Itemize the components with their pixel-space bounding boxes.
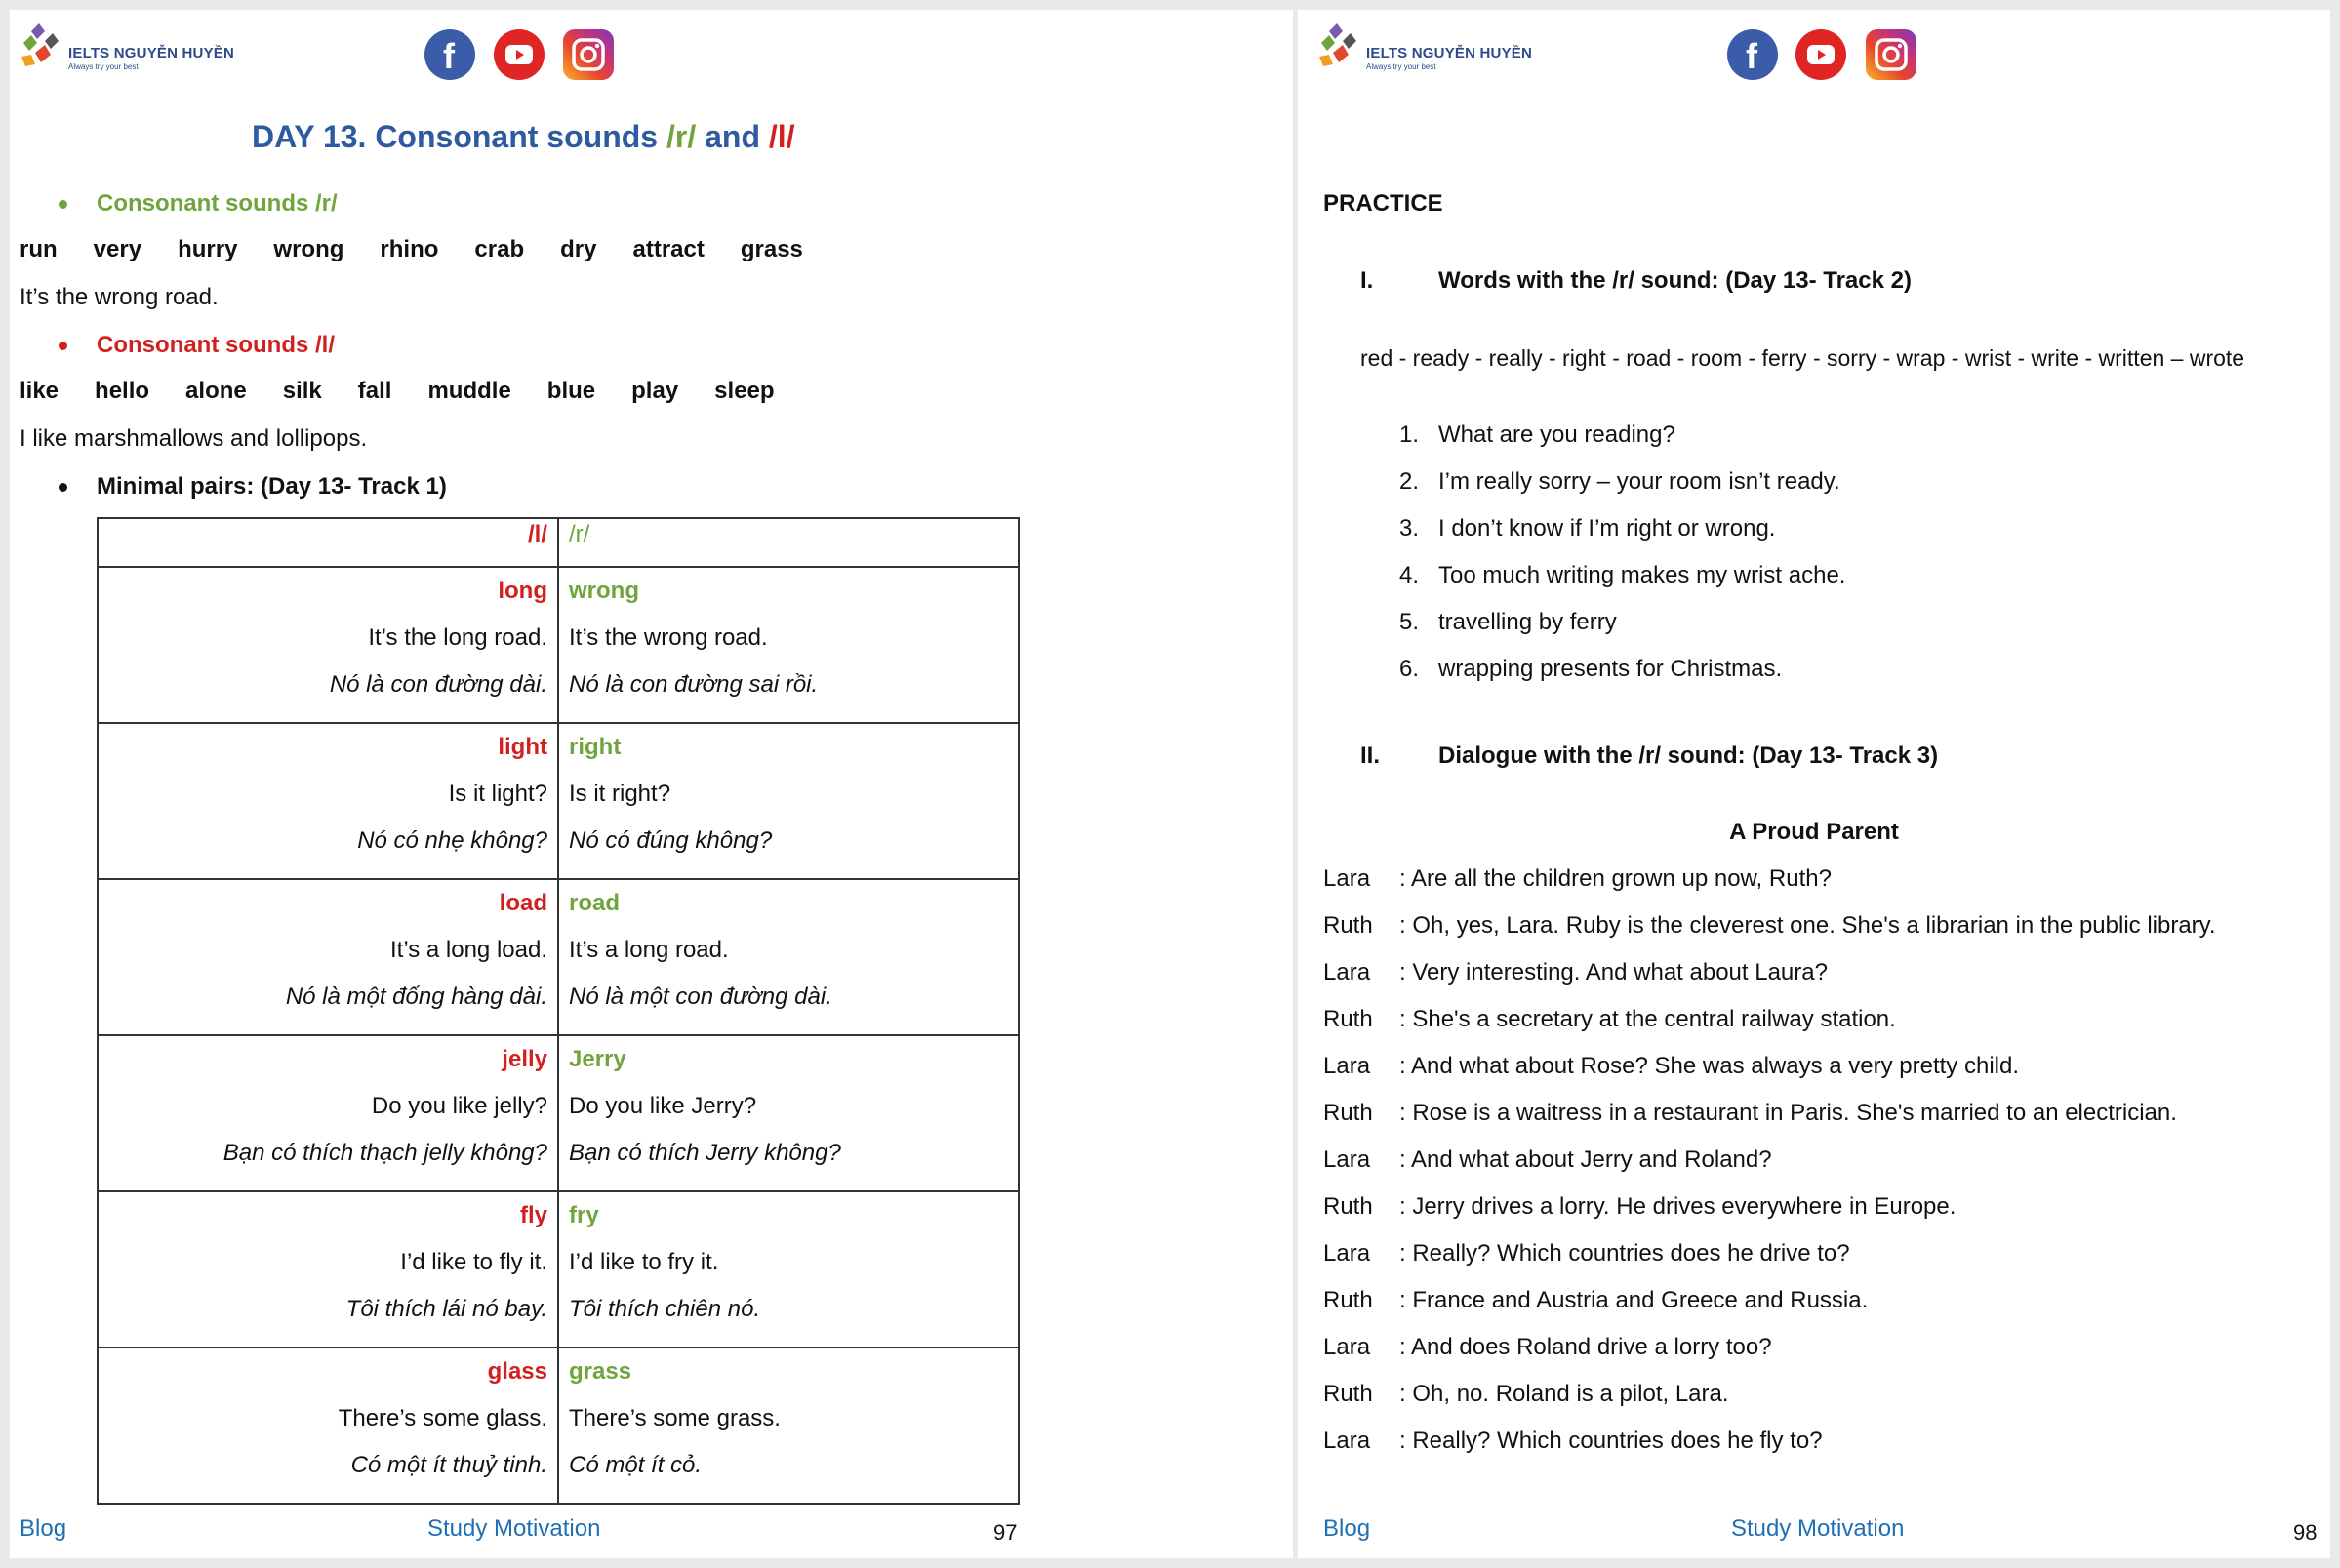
l-translation: Nó là con đường dài. <box>329 671 547 698</box>
speaker: Ruth <box>1323 1193 1373 1220</box>
speaker: Ruth <box>1323 1006 1373 1032</box>
minimal-pairs-table <box>97 517 1020 1505</box>
word: grass <box>740 236 803 262</box>
r-cell <box>558 1347 1019 1504</box>
speaker: Lara <box>1323 1240 1371 1266</box>
page-98 <box>1298 10 2330 1558</box>
list-item <box>1399 514 1845 561</box>
r-word: grass <box>569 1358 632 1385</box>
word: attract <box>632 236 705 262</box>
logo-mark-icon <box>1319 21 1364 80</box>
item-text: What are you reading? <box>1438 422 1675 448</box>
table-row <box>98 879 1019 1035</box>
word: alone <box>185 378 247 404</box>
l-sentence: Do you like jelly? <box>371 1093 547 1119</box>
line-text: : Really? Which countries does he drive to? <box>1399 1240 1850 1266</box>
word: wrong <box>273 236 344 262</box>
l-sentence: There’s some glass. <box>338 1405 547 1431</box>
l-sentence: Is it light? <box>448 781 547 807</box>
l-word: fly <box>519 1202 547 1228</box>
page-97 <box>10 10 1293 1558</box>
r-cell <box>558 1191 1019 1347</box>
r-word: fry <box>569 1202 599 1228</box>
brand-logo[interactable] <box>21 16 246 76</box>
word: muddle <box>427 378 511 404</box>
r-word-list <box>20 236 839 263</box>
instagram-icon[interactable] <box>1866 29 1916 80</box>
page-number: 98 <box>2293 1520 2318 1545</box>
word: hello <box>95 378 150 404</box>
r-sentence: I’d like to fry it. <box>569 1249 719 1275</box>
list-item <box>1399 467 1845 514</box>
l-translation: Tôi thích lái nó bay. <box>345 1296 547 1322</box>
title-r: /r/ <box>666 119 697 154</box>
footer-blog-link[interactable]: Blog <box>1323 1515 1371 1542</box>
practice-heading: PRACTICE <box>1323 190 1443 217</box>
word: silk <box>282 378 322 404</box>
bullet-icon <box>59 200 67 209</box>
l-word-list <box>20 378 811 405</box>
l-sentence: I’d like to fly it. <box>400 1249 547 1275</box>
brand-name: IELTS NGUYỄN HUYỀN <box>68 45 235 61</box>
item-number: 3. <box>1399 515 1420 542</box>
r-sentence: It’s a long road. <box>569 937 729 963</box>
header-r-label: /r/ <box>569 521 590 547</box>
r-word: right <box>569 734 622 760</box>
speaker: Ruth <box>1323 1287 1373 1313</box>
speaker: Lara <box>1323 1334 1371 1360</box>
l-cell <box>98 1347 558 1504</box>
l-word: glass <box>487 1358 547 1385</box>
brand-tagline: Always try your best <box>68 62 139 71</box>
l-translation: Có một ít thuỷ tinh. <box>350 1452 547 1478</box>
r-word: Jerry <box>569 1046 626 1072</box>
word: very <box>93 236 142 262</box>
word: fall <box>357 378 392 404</box>
r-translation: Nó có đúng không? <box>569 827 773 854</box>
l-word: jelly <box>502 1046 547 1072</box>
r-sentence: Do you like Jerry? <box>569 1093 757 1119</box>
word: blue <box>546 378 596 404</box>
word: crab <box>474 236 525 262</box>
instagram-icon[interactable] <box>563 29 614 80</box>
youtube-icon[interactable] <box>1795 29 1846 80</box>
l-cell <box>98 1191 558 1347</box>
brand-tagline: Always try your best <box>1366 62 1436 71</box>
table-row <box>98 1191 1019 1347</box>
table-row <box>98 1347 1019 1504</box>
r-cell <box>558 1035 1019 1191</box>
section-2-number: II. <box>1360 743 1381 769</box>
line-text: : Are all the children grown up now, Ruth? <box>1399 865 1832 892</box>
item-number: 6. <box>1399 656 1420 682</box>
title-prefix: DAY 13. Consonant sounds <box>252 119 666 154</box>
bullet-icon <box>59 342 67 350</box>
section-2-title: Dialogue with the /r/ sound: (Day 13- Track 3) <box>1438 743 1939 769</box>
speaker: Lara <box>1323 1146 1371 1173</box>
table-header-row <box>98 518 1019 567</box>
item-number: 2. <box>1399 468 1420 495</box>
page-title <box>252 119 795 155</box>
l-word: light <box>498 734 547 760</box>
item-text: I’m really sorry – your room isn’t ready. <box>1438 468 1840 495</box>
l-word: long <box>498 578 547 604</box>
line-text: : And does Roland drive a lorry too? <box>1399 1334 1772 1360</box>
l-translation: Bạn có thích thạch jelly không? <box>222 1140 547 1166</box>
l-sounds-heading: Consonant sounds /l/ <box>97 332 335 358</box>
word: hurry <box>178 236 238 262</box>
youtube-icon[interactable] <box>494 29 545 80</box>
r-word: wrong <box>569 578 639 604</box>
line-text: : France and Austria and Greece and Russia. <box>1399 1287 1869 1313</box>
r-translation: Có một ít cỏ. <box>569 1452 703 1478</box>
r-translation: Tôi thích chiên nó. <box>569 1296 761 1322</box>
practice-sentences <box>1399 421 1846 702</box>
speaker: Lara <box>1323 959 1371 985</box>
footer-blog-link[interactable]: Blog <box>20 1515 67 1542</box>
brand-name: IELTS NGUYỄN HUYỀN <box>1366 45 1533 61</box>
r-translation: Bạn có thích Jerry không? <box>569 1140 841 1166</box>
title-l: /l/ <box>768 119 795 154</box>
line-text: : And what about Jerry and Roland? <box>1399 1146 1772 1173</box>
header-r <box>558 518 1019 567</box>
list-item <box>1399 561 1846 608</box>
header-l-label: /l/ <box>527 521 547 547</box>
line-text: : Very interesting. And what about Laura? <box>1399 959 1828 985</box>
l-cell <box>98 879 558 1035</box>
speaker: Ruth <box>1323 1100 1373 1126</box>
l-cell <box>98 723 558 879</box>
l-sentence: It’s a long load. <box>389 937 547 963</box>
line-text: : She's a secretary at the central railway station. <box>1399 1006 1896 1032</box>
word: dry <box>560 236 597 262</box>
line-text: : And what about Rose? She was always a very pretty child. <box>1399 1053 2020 1079</box>
r-cell <box>558 567 1019 723</box>
l-cell <box>98 567 558 723</box>
line-text: : Really? Which countries does he fly to? <box>1399 1427 1823 1454</box>
word: play <box>631 378 679 404</box>
word: like <box>20 378 60 404</box>
l-word: load <box>499 890 547 916</box>
header-l <box>98 518 558 567</box>
r-sentence: Is it right? <box>569 781 671 807</box>
svg-text:f: f <box>443 36 455 76</box>
speaker: Ruth <box>1323 912 1373 939</box>
facebook-icon[interactable] <box>1727 29 1778 80</box>
brand-logo[interactable] <box>1319 16 1544 76</box>
r-sounds-heading: Consonant sounds /r/ <box>97 190 338 217</box>
line-text: : Rose is a waitress in a restaurant in Paris. She's married to an electrician. <box>1399 1100 2177 1126</box>
item-text: travelling by ferry <box>1438 609 1617 635</box>
title-and: and <box>696 119 769 154</box>
bullet-icon <box>59 483 67 492</box>
item-number: 1. <box>1399 422 1420 448</box>
speaker: Ruth <box>1323 1381 1373 1407</box>
l-translation: Nó là một đống hàng dài. <box>285 984 547 1010</box>
dialogue-title: A Proud Parent <box>1729 819 1899 845</box>
list-item <box>1399 608 1845 655</box>
r-translation: Nó là một con đường dài. <box>569 984 832 1010</box>
section-1-title: Words with the /r/ sound: (Day 13- Track 2) <box>1438 267 1912 294</box>
speaker: Lara <box>1323 1053 1371 1079</box>
table-row <box>98 723 1019 879</box>
line-text: : Oh, no. Roland is a pilot, Lara. <box>1399 1381 1729 1407</box>
r-translation: Nó là con đường sai rồi. <box>569 671 819 698</box>
line-text: : Jerry drives a lorry. He drives everywhere in Europe. <box>1399 1193 1957 1220</box>
page-number: 97 <box>993 1520 1018 1545</box>
r-word-list: red - ready - really - right - road - room - ferry - sorry - wrap - wrist - write - written – wrote <box>1360 345 2245 371</box>
l-example-sentence: I like marshmallows and lollipops. <box>20 425 368 452</box>
r-cell <box>558 723 1019 879</box>
word: run <box>20 236 58 262</box>
item-text: I don’t know if I’m right or wrong. <box>1438 515 1776 542</box>
footer-study-motivation-link[interactable]: Study Motivation <box>427 1515 601 1542</box>
svg-text:f: f <box>1746 36 1757 76</box>
l-cell <box>98 1035 558 1191</box>
list-item <box>1399 655 1845 702</box>
speaker: Lara <box>1323 1427 1371 1454</box>
item-text: Too much writing makes my wrist ache. <box>1438 562 1846 588</box>
item-number: 5. <box>1399 609 1420 635</box>
item-text: wrapping presents for Christmas. <box>1438 656 1783 682</box>
word: sleep <box>714 378 775 404</box>
line-text: : Oh, yes, Lara. Ruby is the cleverest one. She's a librarian in the public library. <box>1399 912 2216 939</box>
section-1-number: I. <box>1360 267 1374 294</box>
r-sentence: It’s the wrong road. <box>569 624 768 651</box>
table-row <box>98 567 1019 723</box>
word: rhino <box>380 236 439 262</box>
minimal-pairs-heading: Minimal pairs: (Day 13- Track 1) <box>97 473 447 500</box>
item-number: 4. <box>1399 562 1420 588</box>
footer-study-motivation-link[interactable]: Study Motivation <box>1731 1515 1905 1542</box>
logo-mark-icon <box>21 21 66 80</box>
r-example-sentence: It’s the wrong road. <box>20 284 219 310</box>
l-sentence: It’s the long road. <box>368 624 547 651</box>
r-word: road <box>569 890 621 916</box>
speaker: Lara <box>1323 865 1371 892</box>
facebook-icon[interactable] <box>424 29 475 80</box>
table-row <box>98 1035 1019 1191</box>
list-item <box>1399 421 1845 467</box>
r-cell <box>558 879 1019 1035</box>
l-translation: Nó có nhẹ không? <box>357 827 547 854</box>
r-sentence: There’s some grass. <box>569 1405 781 1431</box>
